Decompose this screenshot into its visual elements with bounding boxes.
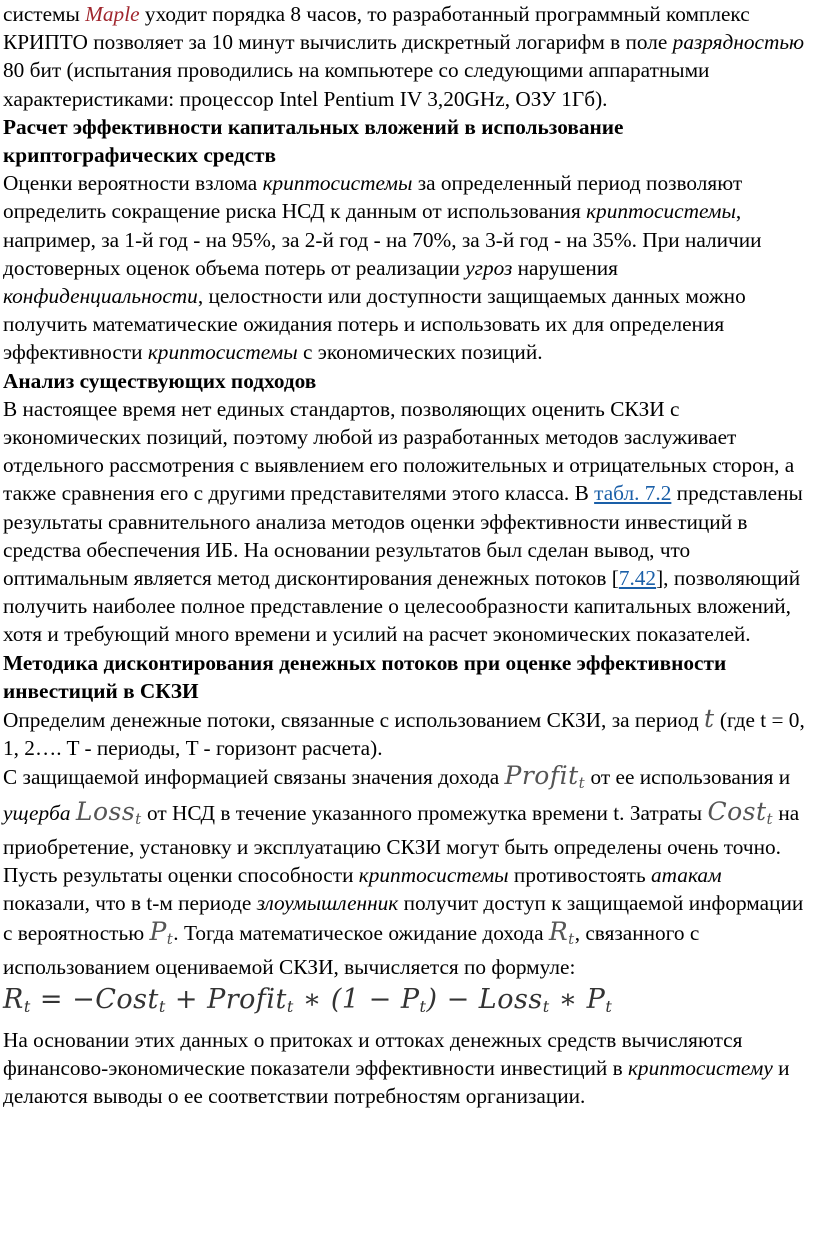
heading-capital-efficiency: Расчет эффективности капитальных вложений в использование криптографических средств <box>3 114 624 168</box>
math-t: t <box>703 704 715 734</box>
math-cost: Cost$_t$ <box>707 796 774 828</box>
paragraph-intro: системы Maple уходит порядка 8 часов, то разработанный программный комплекс КРИПТО позволяет за 10 минут вычислить дискретный логарифм в поле разрядностью 80 бит (испытания проводились на компьютере со следующими аппаратными характеристиками: процессор Intel Pentium IV 3,20GHz, ОЗУ 1Гб). <box>3 2 805 111</box>
paragraph-cash-flows: Определим денежные потоки, связанные с использованием СКЗИ, за период t (где t = 0, 1, 2…. T - периоды, T - горизонт расчета). <box>3 704 805 761</box>
math-p: $P_t$ <box>149 916 174 948</box>
heading-dcf-method: Методика дисконтирования денежных потоков при оценке эффективности инвестиций в СКЗИ <box>3 650 727 703</box>
paragraph-income-loss: С защищаемой информацией связаны значения дохода Profit$_t$ от ее использования и ущерба Loss$_t$ от НСД в течение указанного промежутка времени t. Затраты Cost$_t$ на приобретение, установку и эксплуатацию СКЗИ могут быть определены очень точно. Пусть результаты оценки способности криптосистемы противостоять атакам показали, что в t-м периоде злоумышленник получит доступ к защищаемой информации с вероятностью $P_t$. Тогда математическое ожидание дохода $R_t$, связанного с использованием оцениваемой СКЗИ, вычисляется по формуле: <box>3 761 804 979</box>
math-profit: Profit$_t$ <box>504 761 586 793</box>
link-table-7-2[interactable]: табл. 7.2 <box>594 481 672 506</box>
paragraph-approaches: В настоящее время нет единых стандартов, позволяющих оценить СКЗИ с экономических позиций, поэтому любой из разработанных методов заслуживает отдельного рассмотрения с выявлением его положительных и отрицательных сторон, а также сравнения его с другими представителями этого класса. В табл. 7.2 представлены результаты сравнительного анализа методов оценки эффективности инвестиций в средства обеспечения ИБ. На основании результатов был сделан вывод, что оптимальным является метод дисконтирования денежных потоков [7.42], позволяющий получить наиболее полное представление о целесообразности капитальных вложений, хотя и требующий много времени и усилий на расчет экономических показателей. <box>3 396 803 647</box>
heading-existing-approaches: Анализ существующих подходов <box>3 368 317 393</box>
paragraph-risk-estimates: Оценки вероятности взлома криптосистемы за определенный период позволяют определить сокращение риска НСД к данным от использования криптосистемы, например, за 1-й год - на 95%, за 2-й год - на 70%, за 3-й год - на 35%. При наличии достоверных оценок объема потерь от реализации угроз нарушения конфиденциальности, целостности или доступности защищаемых данных можно получить математические ожидания потерь и использовать их для определения эффективности криптосистемы с экономических позиций. <box>3 171 762 365</box>
paragraph-conclusion: На основании этих данных о притоках и оттоках денежных средств вычисляются финансово-экономические показатели эффективности инвестиций в криптосистему и делаются выводы о ее соответствии потребностям организации. <box>3 1027 790 1109</box>
math-loss: Loss$_t$ <box>75 796 142 828</box>
link-reference-7-42[interactable]: 7.42 <box>618 566 657 591</box>
math-r: $R_t$ <box>548 916 575 948</box>
formula-expected-income: $R_t$ = −Cost$_t$ + Profit$_t$ ∗ $(1 - P_t)$ − Loss$_t$ ∗ $P_t$ <box>3 983 613 1016</box>
maple-term: Maple <box>85 2 140 26</box>
